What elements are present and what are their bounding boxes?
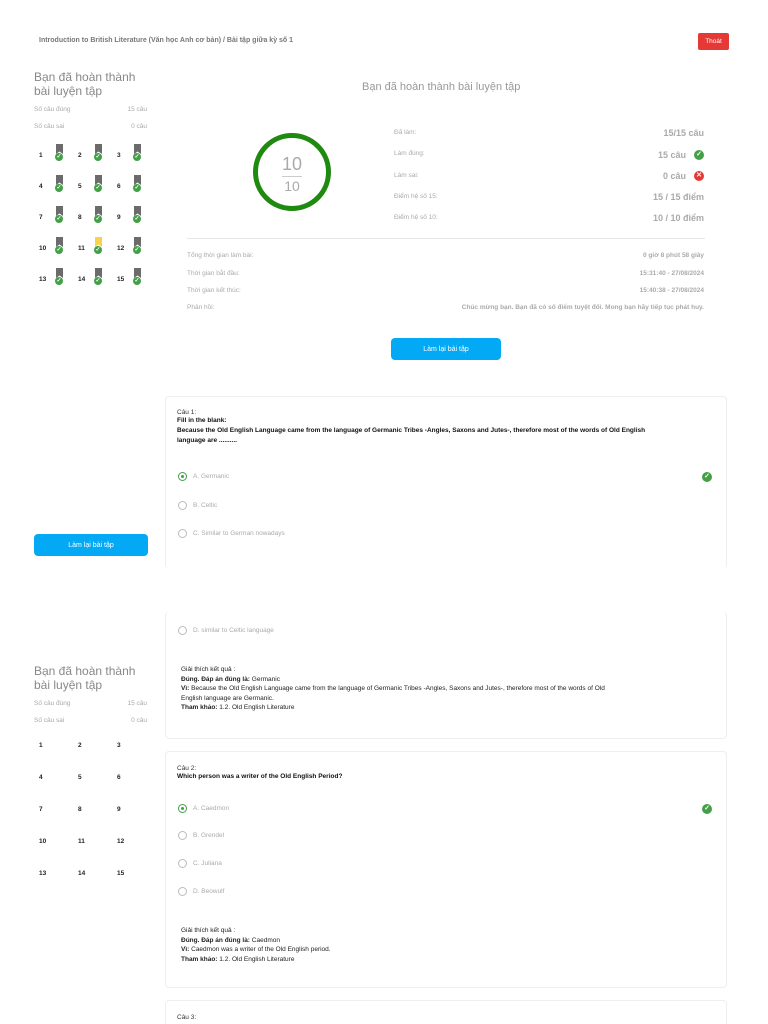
question-nav-item[interactable] [113, 237, 148, 261]
correct-count-label: Số câu đúng [34, 700, 71, 707]
exit-button[interactable]: Thoát [698, 33, 729, 50]
question-1-line2: Because the Old English Language came from the language of Germanic Tribes -Angles, Saxons and Jutes-, therefore most of the words of Old English [177, 427, 646, 434]
question-1-label: Câu 1: [177, 409, 197, 416]
question-number: 13 [39, 870, 47, 877]
check-icon: ✓ [134, 278, 140, 284]
radio-icon[interactable] [178, 626, 187, 635]
question-number: 3 [117, 742, 121, 749]
option-a-label: A. Germanic [193, 473, 230, 480]
total-time-label: Tổng thời gian làm bài: [187, 252, 254, 259]
score-divider [282, 176, 302, 177]
question-number: 2 [78, 742, 82, 749]
reason-line1: Caedmon was a writer of the Old English period. [191, 946, 331, 953]
question-number: 5 [78, 183, 82, 190]
score-denominator: 10 [284, 178, 300, 194]
sidebar-title [34, 70, 154, 98]
question-number: 7 [39, 214, 43, 221]
question-nav-item[interactable] [35, 206, 70, 230]
question-nav-item[interactable] [113, 175, 148, 199]
question-nav-item[interactable] [113, 838, 148, 862]
explanation-answer [181, 675, 716, 685]
option-b-label: B. Celtic [193, 502, 218, 509]
question-number: 10 [39, 838, 47, 845]
check-icon: ✓ [95, 216, 101, 222]
reason-line1: Because the Old English Language came from the language of Germanic Tribes -Angles, Saxons and Jutes-, therefore most of the words of Old [191, 685, 605, 692]
question-number: 2 [78, 152, 82, 159]
question-nav-item[interactable] [35, 742, 70, 766]
sidebar-title-2 [34, 664, 154, 692]
question-number: 4 [39, 774, 43, 781]
check-icon: ✓ [134, 216, 140, 222]
question-nav-item[interactable] [74, 268, 109, 292]
score-ring [253, 133, 331, 211]
question-number: 15 [117, 276, 125, 283]
retry-button-sidebar[interactable]: Làm lại bài tập [34, 534, 148, 556]
sidebar-title-line1: Bạn đã hoàn thành [34, 664, 136, 678]
option-c[interactable] [178, 529, 285, 538]
top-bar [0, 0, 768, 80]
correct-count-value: 15 câu [127, 106, 147, 113]
question-number: 12 [117, 245, 125, 252]
check-icon: ✓ [95, 247, 101, 253]
question-number: 6 [117, 183, 121, 190]
reference-prefix: Tham khảo: [181, 704, 218, 711]
radio-icon[interactable] [178, 529, 187, 538]
score-numerator: 10 [281, 154, 303, 174]
correct-count-2 [34, 700, 147, 707]
score15-label: Điểm hệ số 15: [394, 193, 438, 200]
question-1-line3: language are .......... [177, 437, 237, 444]
check-icon: ✓ [56, 216, 62, 222]
check-icon: ✓ [134, 185, 140, 191]
correct-count [34, 106, 147, 113]
start-time-label: Thời gian bắt đầu: [187, 270, 240, 277]
check-icon: ✓ [95, 185, 101, 191]
question-number: 14 [78, 276, 86, 283]
right-value: 15 câu [657, 150, 686, 160]
wrong-count [34, 123, 147, 130]
option-b-label: B. Grendel [193, 832, 225, 839]
check-icon: ✓ [95, 154, 101, 160]
question-nav-item[interactable] [74, 870, 109, 894]
sidebar-title-line2: bài luyện tập [34, 678, 103, 692]
feedback-label: Phản hồi: [187, 304, 215, 311]
explanation-1 [181, 665, 716, 713]
question-number: 14 [78, 870, 86, 877]
question-nav-item[interactable] [74, 806, 109, 830]
question-number: 9 [117, 214, 121, 221]
explanation-answer [181, 936, 716, 946]
question-number: 13 [39, 276, 47, 283]
radio-icon[interactable] [178, 501, 187, 510]
question-nav-item[interactable] [113, 774, 148, 798]
reason-prefix: Vì: [181, 685, 190, 692]
option-a[interactable] [178, 804, 229, 813]
cross-icon: ✕ [694, 171, 704, 181]
question-nav-item[interactable] [35, 144, 70, 168]
end-time-label: Thời gian kết thúc: [187, 287, 241, 294]
feedback-value: Chúc mừng bạn. Bạn đã có số điểm tuyệt đối. Mong bạn hãy tiếp tục phát huy. [461, 304, 704, 311]
check-icon: ✓ [56, 247, 62, 253]
question-number: 12 [117, 838, 125, 845]
question-number: 9 [117, 806, 121, 813]
option-a[interactable] [178, 472, 229, 481]
question-number: 8 [78, 806, 82, 813]
question-nav-item[interactable] [74, 206, 109, 230]
question-3-label: Câu 3: [177, 1014, 197, 1021]
done-value: 15/15 câu [663, 128, 704, 138]
option-d[interactable] [178, 626, 274, 635]
radio-selected-icon[interactable] [178, 804, 187, 813]
answer-prefix: Đúng. Đáp án đúng là: [181, 936, 250, 944]
question-nav-item[interactable] [74, 175, 109, 199]
question-nav-item[interactable] [74, 237, 109, 261]
result-title: Bạn đã hoàn thành bài luyện tập [362, 81, 521, 93]
question-2-label: Câu 2: [177, 765, 197, 772]
reason-prefix: Vì: [181, 946, 190, 953]
question-nav-item[interactable] [35, 175, 70, 199]
question-nav-item[interactable] [35, 806, 70, 830]
option-c-label: C. Similar to German nowadays [193, 530, 285, 537]
question-number: 5 [78, 774, 82, 781]
option-d-label: D. Beowulf [193, 888, 225, 895]
question-nav-item[interactable] [113, 806, 148, 830]
reference-prefix: Tham khảo: [181, 955, 218, 963]
question-number: 11 [78, 838, 85, 845]
radio-icon[interactable] [178, 831, 187, 840]
right-label: Làm đúng: [394, 150, 425, 157]
explanation-title: Giải thích kết quả : [181, 666, 236, 673]
end-time-value: 15:40:38 - 27/08/2024 [639, 287, 704, 294]
wrong-count-label: Số câu sai [34, 717, 65, 724]
reference-value: 1.2. Old English Literature [219, 955, 295, 963]
question-nav-item[interactable] [35, 268, 70, 292]
option-d[interactable] [178, 887, 224, 896]
check-icon: ✓ [134, 247, 140, 253]
question-nav-item[interactable] [113, 742, 148, 766]
question-nav-item[interactable] [113, 870, 148, 894]
correct-count-value: 15 câu [127, 700, 147, 707]
question-nav-item[interactable] [35, 870, 70, 894]
check-icon: ✓ [694, 150, 704, 160]
question-number: 4 [39, 183, 43, 190]
breadcrumb[interactable]: Introduction to British Literature (Văn học Anh cơ bản) / Bài tập giữa kỳ số 1 [39, 37, 294, 44]
question-number: 8 [78, 214, 82, 221]
wrong-count-label: Số câu sai [34, 123, 65, 130]
question-number: 6 [117, 774, 121, 781]
check-icon: ✓ [56, 154, 62, 160]
summary-divider [187, 238, 705, 239]
question-nav-item[interactable] [74, 742, 109, 766]
explanation-reason [181, 945, 716, 955]
option-c[interactable] [178, 859, 222, 868]
answer-value: Caedmon [251, 936, 280, 944]
radio-selected-icon[interactable] [178, 472, 187, 481]
wrong-count-2 [34, 717, 147, 724]
question-nav-item[interactable] [113, 144, 148, 168]
score10-label: Điểm hệ số 10: [394, 214, 438, 221]
option-b[interactable] [178, 831, 224, 840]
check-icon: ✓ [702, 804, 712, 814]
start-time-value: 15:31:40 - 27/08/2024 [639, 270, 704, 277]
question-number: 7 [39, 806, 43, 813]
question-nav-item[interactable] [113, 268, 148, 292]
question-card-2 [165, 751, 727, 988]
question-nav-item[interactable] [74, 838, 109, 862]
question-nav-item[interactable] [35, 237, 70, 261]
check-icon: ✓ [95, 278, 101, 284]
radio-icon[interactable] [178, 859, 187, 868]
question-1-line1: Fill in the blank: [177, 417, 227, 424]
explanation-reference [181, 703, 716, 713]
explanation-title: Giải thích kết quả : [181, 927, 236, 934]
question-2-text [177, 765, 722, 782]
question-nav-item[interactable] [35, 838, 70, 862]
option-c-label: C. Juliana [193, 860, 222, 867]
wrong-value: 0 câu [662, 171, 686, 181]
question-nav-item[interactable] [74, 774, 109, 798]
question-nav-item[interactable] [113, 206, 148, 230]
done-label: Đã làm: [394, 129, 417, 136]
wrong-count-value: 0 câu [131, 717, 147, 724]
option-b[interactable] [178, 501, 217, 510]
reason-line2: English language are Germanic. [181, 694, 274, 702]
question-card-1 [165, 396, 727, 568]
question-number: 10 [39, 245, 47, 252]
check-icon: ✓ [134, 154, 140, 160]
wrong-label: Làm sai: [394, 172, 419, 179]
answer-value: Germanic [251, 675, 280, 683]
wrong-count-value: 0 câu [131, 123, 147, 130]
question-number: 11 [78, 245, 85, 252]
score10-value: 10 / 10 điểm [652, 213, 704, 223]
question-2-line1: Which person was a writer of the Old English Period? [177, 773, 343, 780]
question-number: 1 [39, 152, 43, 159]
question-card-3 [165, 1000, 727, 1024]
question-number: 1 [39, 742, 43, 749]
sidebar-title-line2: bài luyện tập [34, 84, 103, 98]
option-d-label: D. similar to Celtic language [193, 627, 274, 634]
sidebar-title-line1: Bạn đã hoàn thành [34, 70, 136, 84]
correct-count-label: Số câu đúng [34, 106, 71, 113]
question-nav-item[interactable] [35, 774, 70, 798]
answer-prefix: Đúng. Đáp án đúng là: [181, 675, 250, 683]
check-icon: ✓ [702, 472, 712, 482]
check-icon: ✓ [56, 278, 62, 284]
option-a-label: A. Caedmon [193, 805, 230, 812]
score15-value: 15 / 15 điểm [652, 192, 704, 202]
reference-value: 1.2. Old English Literature [219, 704, 295, 711]
radio-icon[interactable] [178, 887, 187, 896]
question-number: 3 [117, 152, 121, 159]
explanation-reason [181, 684, 716, 694]
check-icon: ✓ [56, 185, 62, 191]
question-nav-item[interactable] [74, 144, 109, 168]
explanation-2 [181, 926, 716, 964]
question-number: 15 [117, 870, 125, 877]
question-1-text [177, 409, 722, 446]
explanation-reference [181, 955, 716, 965]
retry-button-main[interactable]: Làm lại bài tập [391, 338, 501, 360]
question-card-1-continued [165, 612, 727, 739]
total-time-value: 0 giờ 8 phút 58 giây [643, 252, 704, 259]
